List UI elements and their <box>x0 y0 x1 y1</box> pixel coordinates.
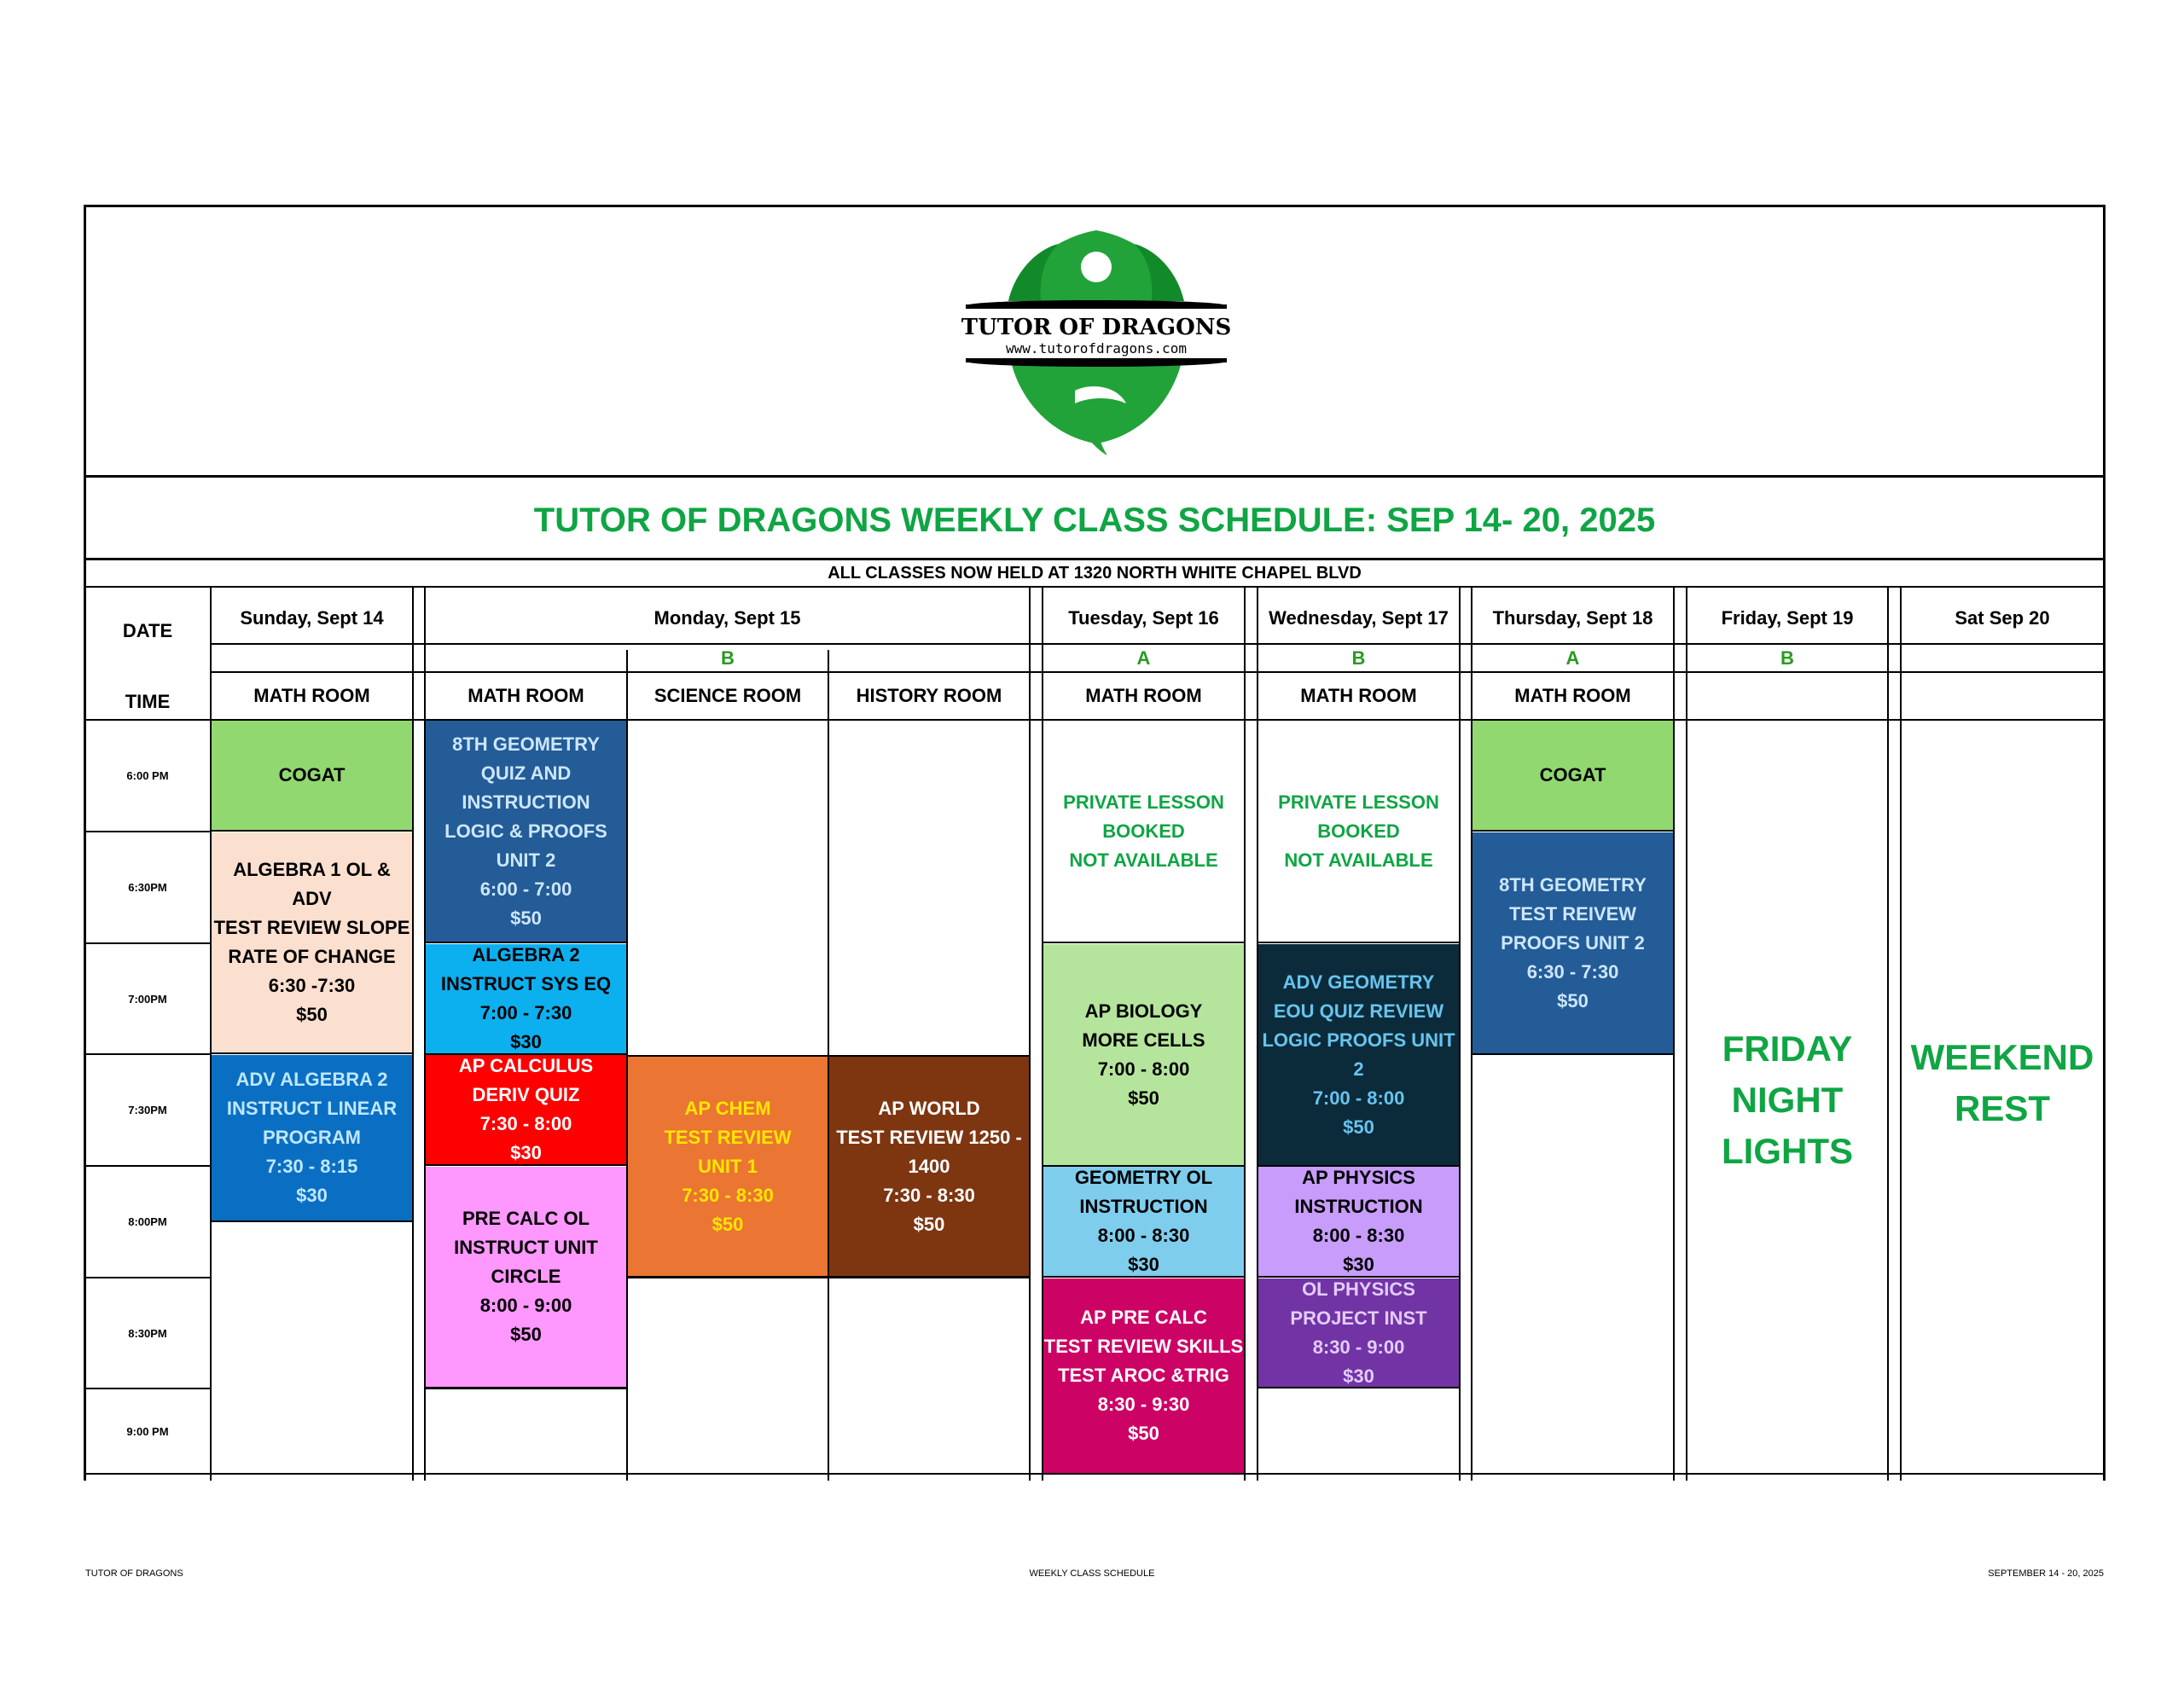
room-sunday-math: MATH ROOM <box>253 685 370 706</box>
ab-day-monday: B <box>721 646 735 669</box>
event-thu-cogat[interactable] <box>1472 721 1673 832</box>
event-line: TEST AROC &TRIG <box>1058 1365 1229 1386</box>
day-header-friday: Friday, Sept 19 <box>1721 607 1854 629</box>
event-line: PRIVATE LESSON <box>1278 791 1439 813</box>
event-line: RATE OF CHANGE <box>228 946 396 967</box>
page-title: TUTOR OF DRAGONS WEEKLY CLASS SCHEDULE: SEP 14- 20, 2025 <box>533 501 1656 539</box>
event-line: AP CALCULUS <box>458 1055 594 1076</box>
time-slot-730: 7:30PM <box>128 1104 167 1116</box>
event-line: 8:30 - 9:30 <box>1097 1394 1190 1415</box>
event-line: NOT AVAILABLE <box>1284 849 1433 871</box>
event-line: $30 <box>1343 1254 1374 1275</box>
room-monday-science: SCIENCE ROOM <box>653 685 802 706</box>
event-line: 7:30 - 8:00 <box>479 1113 572 1134</box>
day-header-thursday: Thursday, Sept 18 <box>1492 607 1653 629</box>
footer-left: TUTOR OF DRAGONS <box>85 1568 183 1579</box>
event-line: AP WORLD <box>878 1097 980 1119</box>
event-line: 7:00 - 8:00 <box>1097 1058 1190 1080</box>
event-wed-ol-physics[interactable] <box>1258 1278 1459 1388</box>
ab-day-friday: B <box>1780 646 1794 669</box>
event-line: $30 <box>510 1142 542 1163</box>
event-line: 1400 <box>908 1155 950 1177</box>
event-line: QUIZ AND <box>480 762 572 784</box>
event-line: ADV GEOMETRY <box>1282 971 1435 993</box>
event-wed-ap-physics[interactable] <box>1258 1167 1459 1278</box>
event-line: INSTRUCTION <box>1079 1196 1208 1217</box>
event-line: BOOKED <box>1102 820 1185 842</box>
event-wed-private-lesson[interactable] <box>1258 721 1459 943</box>
event-mon-algebra2[interactable] <box>426 944 626 1055</box>
day-header-saturday: Sat Sep 20 <box>1955 607 2050 629</box>
logo-url: www.tutorofdragons.com <box>1006 340 1187 357</box>
event-line: INSTRUCT UNIT <box>454 1237 598 1258</box>
room-wednesday-math: MATH ROOM <box>1300 685 1417 706</box>
event-line: INSTRUCTION <box>462 791 590 813</box>
event-line: FRIDAY <box>1722 1029 1853 1069</box>
event-line: 6:30 - 7:30 <box>1526 960 1619 983</box>
event-line: INSTRUCT LINEAR <box>226 1098 398 1119</box>
event-line: 8:00 - 9:00 <box>479 1295 572 1316</box>
location-banner: ALL CLASSES NOW HELD AT 1320 NORTH WHITE CHAPEL BLVD <box>828 564 1362 583</box>
event-line: $50 <box>1128 1423 1159 1444</box>
event-line: $50 <box>1128 1087 1159 1109</box>
event-line: COGAT <box>278 764 346 786</box>
event-fri-night-lights <box>1687 972 1887 1228</box>
event-line: PRIVATE LESSON <box>1063 791 1224 813</box>
time-slot-900: 9:00 PM <box>126 1424 169 1438</box>
event-line: WEEKEND <box>1910 1037 2094 1077</box>
event-line: COGAT <box>1539 764 1606 786</box>
day-header-wednesday: Wednesday, Sept 17 <box>1269 607 1449 629</box>
event-line: AP CHEM <box>684 1097 771 1119</box>
event-line: TEST REVIEW <box>664 1126 792 1148</box>
event-sun-cogat[interactable] <box>212 721 412 832</box>
event-mon-ap-world[interactable] <box>829 1055 1029 1278</box>
event-tue-ap-precalc[interactable] <box>1043 1278 1244 1473</box>
event-wed-adv-geometry[interactable] <box>1258 944 1459 1167</box>
event-line: TEST REVIEW SKILLS <box>1043 1336 1244 1357</box>
event-line: $30 <box>296 1185 328 1206</box>
day-header-sunday: Sunday, Sept 14 <box>240 607 384 629</box>
event-line: MORE CELLS <box>1082 1029 1205 1051</box>
event-line: 7:30 - 8:30 <box>883 1184 975 1206</box>
room-thursday-math: MATH ROOM <box>1514 685 1631 706</box>
event-line: INSTRUCTION <box>1294 1196 1423 1217</box>
event-line: 7:30 - 8:15 <box>265 1156 358 1177</box>
event-line: TEST REVIEW SLOPE <box>213 917 410 938</box>
event-line: 7:00 - 7:30 <box>479 1002 572 1023</box>
event-line: AP BIOLOGY <box>1084 1000 1203 1022</box>
event-line: $50 <box>296 1004 328 1025</box>
event-mon-8th-geometry[interactable] <box>426 721 626 943</box>
event-line: $30 <box>1128 1254 1159 1275</box>
footer-center: WEEKLY CLASS SCHEDULE <box>1029 1568 1155 1579</box>
event-line: 8TH GEOMETRY <box>1499 873 1647 896</box>
date-label: DATE <box>122 620 173 641</box>
event-line: 7:30 - 8:30 <box>682 1184 774 1206</box>
time-slot-800: 8:00PM <box>128 1215 167 1228</box>
event-line: $50 <box>510 907 542 929</box>
event-tue-ap-biology[interactable] <box>1043 944 1244 1167</box>
event-line: DERIV QUIZ <box>472 1084 580 1105</box>
event-line: $50 <box>1557 989 1589 1012</box>
time-slot-830: 8:30PM <box>128 1326 167 1340</box>
event-line: 6:30 -7:30 <box>268 975 356 996</box>
event-line: 8:00 - 8:30 <box>1097 1225 1190 1246</box>
event-line: TEST REVIEW 1250 - <box>836 1126 1022 1148</box>
event-mon-ap-chem[interactable] <box>628 1055 828 1278</box>
event-line: $50 <box>1343 1116 1374 1138</box>
event-line: NIGHT <box>1731 1080 1844 1120</box>
event-line: $30 <box>510 1031 542 1052</box>
event-line: NOT AVAILABLE <box>1069 849 1218 871</box>
event-line: $30 <box>1343 1365 1374 1387</box>
event-line: INSTRUCT SYS EQ <box>440 973 612 994</box>
event-line: AP PHYSICS <box>1302 1167 1415 1188</box>
time-slot-630: 6:30PM <box>128 881 167 894</box>
event-sun-adv-algebra2[interactable] <box>212 1055 412 1222</box>
room-monday-math: MATH ROOM <box>468 685 584 706</box>
event-line: CIRCLE <box>491 1266 561 1287</box>
event-line: 6:00 - 7:00 <box>479 878 572 900</box>
event-line: ADV ALGEBRA 2 <box>235 1069 388 1090</box>
event-line: AP PRE CALC <box>1080 1307 1207 1328</box>
event-line: 8:00 - 8:30 <box>1312 1225 1405 1246</box>
day-header-tuesday: Tuesday, Sept 16 <box>1068 607 1219 629</box>
event-line: ALGEBRA 1 OL & <box>233 859 391 880</box>
event-line: EOU QUIZ REVIEW <box>1273 1000 1444 1022</box>
ab-day-thursday: A <box>1565 646 1580 669</box>
event-line: LOGIC & PROOFS <box>444 820 607 842</box>
logo <box>956 220 1237 457</box>
event-line: UNIT 1 <box>698 1155 758 1177</box>
event-line: PROJECT INST <box>1290 1307 1427 1329</box>
event-line: OL PHYSICS <box>1302 1278 1415 1300</box>
event-line: TEST REIVEW <box>1508 902 1637 925</box>
time-label: TIME <box>125 691 171 712</box>
event-mon-precalc[interactable] <box>426 1167 626 1388</box>
ab-day-wednesday: B <box>1351 646 1366 669</box>
event-tue-private-lesson[interactable] <box>1043 721 1244 943</box>
event-line: PRE CALC OL <box>462 1208 590 1229</box>
event-line: REST <box>1954 1088 2050 1128</box>
event-line: 2 <box>1353 1058 1364 1080</box>
event-thu-8th-geometry[interactable] <box>1472 832 1673 1055</box>
event-line: PROGRAM <box>263 1127 361 1148</box>
event-tue-geometry-ol[interactable] <box>1043 1167 1244 1278</box>
event-line: ADV <box>292 888 332 909</box>
time-slot-600: 6:00 PM <box>126 769 169 782</box>
room-tuesday-math: MATH ROOM <box>1085 685 1202 706</box>
ab-day-tuesday: A <box>1136 646 1151 669</box>
room-monday-history: HISTORY ROOM <box>856 685 1002 706</box>
event-line: LIGHTS <box>1722 1131 1853 1171</box>
event-line: BOOKED <box>1317 820 1400 842</box>
event-mon-ap-calculus[interactable] <box>426 1055 626 1166</box>
event-line: UNIT 2 <box>496 849 556 871</box>
event-sat-weekend-rest <box>1902 998 2103 1168</box>
event-line: ALGEBRA 2 <box>472 944 580 965</box>
event-sun-algebra1[interactable] <box>212 832 412 1054</box>
logo-wordmark: TUTOR OF DRAGONS <box>961 315 1232 340</box>
event-line: $50 <box>712 1213 744 1235</box>
event-line: $50 <box>510 1324 542 1345</box>
event-line: LOGIC PROOFS UNIT <box>1262 1029 1455 1051</box>
event-line: 7:00 - 8:00 <box>1312 1087 1405 1109</box>
event-line: GEOMETRY OL <box>1074 1167 1213 1188</box>
time-slot-700: 7:00PM <box>128 992 167 1006</box>
event-line: 8:30 - 9:00 <box>1312 1336 1405 1358</box>
event-line: $50 <box>913 1213 945 1235</box>
day-header-monday: Monday, Sept 15 <box>653 607 801 629</box>
footer-right: SEPTEMBER 14 - 20, 2025 <box>1988 1568 2104 1579</box>
event-line: 8TH GEOMETRY <box>452 733 600 755</box>
event-line: PROOFS UNIT 2 <box>1501 931 1645 954</box>
